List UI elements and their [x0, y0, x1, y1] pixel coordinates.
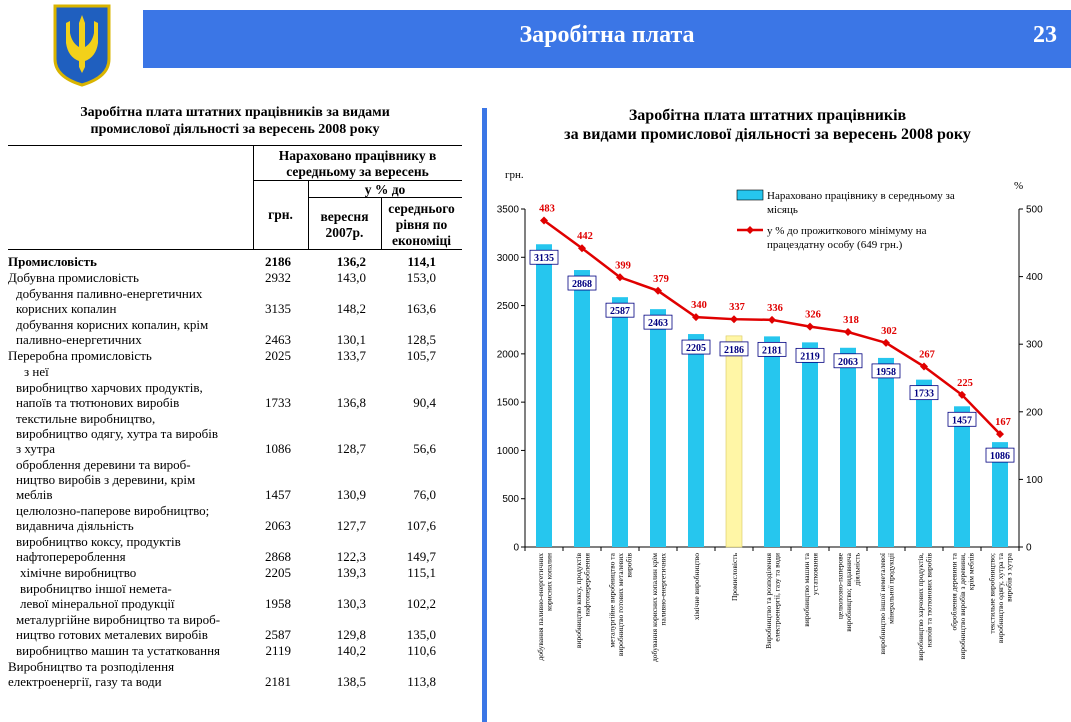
- x-category-label-line: виробництво іншої неметалевої: [877, 553, 887, 655]
- head-sep-line: вересня: [320, 209, 369, 224]
- cell-avg: 105,7: [406, 348, 436, 363]
- x-category-label-line: діяльність: [852, 553, 862, 586]
- row-label-line: Промисловість: [8, 254, 97, 269]
- x-category-label: [608, 552, 634, 656]
- x-category-label-line: виробів: [624, 553, 634, 578]
- row-label-line: корисних копалин: [16, 301, 117, 316]
- legend-bar-label: місяць: [767, 204, 798, 216]
- row-label-line: виробництво машин та устатковання: [16, 643, 221, 658]
- table-row: [8, 533, 462, 564]
- x-category-label-line: целюлозно-паперове: [835, 553, 845, 620]
- row-label: [8, 348, 253, 363]
- x-category-label-line: крім меблів: [966, 553, 976, 591]
- x-category-label: [730, 552, 739, 601]
- cell-sep2007: 138,5: [336, 674, 366, 689]
- cell-avg: 113,8: [407, 674, 436, 689]
- cell-uah: 2186: [265, 254, 291, 269]
- line-point: [730, 315, 738, 323]
- x-category-label-line: добування паливно-енергетичних: [535, 553, 545, 661]
- table-row: [8, 363, 462, 379]
- cell-uah: 2205: [265, 565, 291, 580]
- row-label: [8, 457, 253, 502]
- row-label-line: целюлозно-паперове виробництво;: [16, 503, 210, 518]
- table-row: [8, 658, 462, 689]
- bar-data-label: 2186: [724, 344, 744, 356]
- line-data-label: 225: [957, 377, 973, 389]
- cell-uah: 1457: [265, 487, 291, 502]
- y-tick-label-right: 0: [1026, 542, 1032, 554]
- line-point: [806, 323, 814, 331]
- y-tick-label-right: 400: [1026, 272, 1043, 284]
- head-avg-line: середнього: [388, 201, 455, 216]
- bar: [802, 342, 818, 547]
- head-accrued-line: Нараховано працівнику в: [278, 148, 437, 163]
- y-axis-label-right: %: [1014, 180, 1024, 192]
- x-category-label: [574, 552, 592, 648]
- x-category-label-line: виробництво коксу, продуктів: [573, 553, 583, 649]
- table-row: [8, 285, 462, 316]
- line-point: [844, 328, 852, 336]
- cell-uah: 2932: [265, 270, 291, 285]
- y-tick-label-left: 3500: [496, 204, 519, 216]
- cell-uah: 3135: [265, 301, 291, 316]
- cell-uah: 1733: [265, 395, 291, 410]
- y-tick-label-left: 3000: [496, 252, 519, 264]
- y-tick-label-right: 300: [1026, 339, 1043, 351]
- bar: [574, 270, 590, 547]
- x-category-label-line: устатковання: [810, 553, 820, 596]
- bar: [840, 348, 856, 547]
- chart-title-line: Заробітна плата штатних працівників: [628, 107, 907, 124]
- x-category-label-line: виробництво виробів з деревини,: [958, 553, 967, 660]
- head-avg-line: економіці: [391, 233, 452, 248]
- bar-data-label: 2063: [838, 356, 858, 368]
- line-data-label: 337: [729, 302, 745, 314]
- chart-title-line: за видами промислової діяльності за вересень 2008 року: [564, 126, 971, 143]
- x-category-label-line: корисних копалин: [544, 553, 554, 611]
- cell-avg: 128,5: [406, 332, 436, 347]
- table-row: [8, 642, 462, 658]
- row-label-line: видавнича діяльність: [16, 518, 134, 533]
- line-data-label: 267: [919, 349, 935, 361]
- table-row: [8, 580, 462, 611]
- x-category-label-line: електроенергії, газу та води: [772, 553, 782, 642]
- bar-data-label: 2205: [686, 343, 706, 355]
- cell-avg: 102,2: [406, 596, 436, 611]
- cell-uah: 2181: [265, 674, 291, 689]
- row-label: [8, 659, 253, 689]
- x-category-label: [764, 552, 782, 648]
- y-tick-label-left: 1500: [496, 397, 519, 409]
- x-category-label-line: виробів з хутра: [1004, 553, 1014, 602]
- x-category-label-line: виробництво; видавнича: [844, 553, 853, 632]
- row-label-line: хімічне виробництво: [20, 565, 137, 580]
- bar: [916, 380, 932, 547]
- row-label: [8, 380, 253, 410]
- table-row: [8, 611, 462, 642]
- cell-avg: 76,0: [413, 487, 436, 502]
- table-row: [8, 456, 462, 502]
- header-banner: [143, 10, 1071, 68]
- legend-bar-swatch: [737, 190, 763, 200]
- cell-avg: 135,0: [406, 627, 436, 642]
- cell-uah: 2868: [265, 549, 291, 564]
- y-tick-label-left: 1000: [496, 445, 519, 457]
- x-category-label-line: виробництво харчових продуктів,: [915, 553, 925, 661]
- row-label: [8, 364, 253, 379]
- legend-line-marker: [746, 226, 754, 234]
- row-label: [8, 254, 253, 269]
- table-row: [8, 502, 462, 533]
- row-label-line: добування паливно-енергетичних: [16, 286, 203, 301]
- row-label-line: левої мінеральної продукції: [20, 596, 175, 611]
- coat-of-arms-icon: [52, 3, 112, 87]
- bar-data-label: 2119: [800, 351, 820, 363]
- y-tick-label-left: 2500: [496, 301, 519, 313]
- x-category-label-line: металургійне виробництво та: [607, 553, 617, 648]
- row-label: [8, 286, 253, 316]
- bar: [726, 336, 742, 547]
- head-accrued-line: середньому за вересень: [286, 164, 429, 179]
- y-tick-label-left: 0: [513, 542, 519, 554]
- table-row: [8, 347, 462, 363]
- x-category-label-line: хімічне виробництво: [692, 553, 701, 621]
- row-label-line: виробництво коксу, продуктів: [16, 534, 181, 549]
- y-tick-label-left: 500: [502, 494, 519, 506]
- row-label-line: Переробна промисловість: [8, 348, 152, 363]
- row-label: [8, 534, 253, 564]
- bar: [650, 309, 666, 547]
- bar: [612, 297, 628, 547]
- x-category-label-line: текстильне виробництво;: [987, 553, 997, 634]
- cell-sep2007: 128,7: [336, 441, 366, 456]
- cell-uah: 1958: [265, 596, 291, 611]
- row-label-line: добування корисних копалин, крім: [16, 317, 209, 332]
- line-data-label: 336: [767, 302, 783, 314]
- x-category-label-line: паливно-енергетичних: [658, 553, 668, 626]
- row-label-line: виробництво одягу, хутра та виробів: [16, 426, 218, 441]
- head-avg-line: рівня по: [395, 217, 448, 232]
- y-tick-label-right: 200: [1026, 407, 1043, 419]
- bar: [764, 336, 780, 547]
- row-label-line: меблів: [16, 487, 53, 502]
- head-uah: грн.: [268, 207, 293, 222]
- cell-avg: 149,7: [406, 549, 436, 564]
- row-label-line: з неї: [24, 364, 49, 379]
- x-category-label: [916, 553, 934, 661]
- table-title-line: промислової діяльності за вересень 2008 року: [90, 122, 380, 137]
- bar-data-label: 1457: [952, 415, 972, 427]
- x-category-label-line: добування корисних копалин крім: [649, 553, 659, 663]
- row-label-line: ництво готових металевих виробів: [16, 627, 208, 642]
- cell-sep2007: 130,1: [336, 332, 366, 347]
- row-label: [8, 643, 253, 658]
- cell-avg: 90,4: [413, 395, 436, 410]
- y-tick-label-left: 2000: [496, 349, 519, 361]
- line-data-label: 302: [881, 325, 897, 337]
- x-category-label-line: виробництво машин та: [801, 553, 811, 627]
- bar-data-label: 2463: [648, 318, 668, 330]
- cell-avg: 56,6: [413, 441, 436, 456]
- cell-sep2007: 122,3: [336, 549, 366, 564]
- x-category-label-line: виробництво готових металевих: [616, 553, 625, 657]
- row-label-line: виробництво харчових продуктів,: [16, 380, 203, 395]
- cell-avg: 107,6: [406, 518, 436, 533]
- cell-sep2007: 130,9: [336, 487, 366, 502]
- table-title-line: Заробітна плата штатних працівників за видами: [80, 105, 390, 120]
- cell-sep2007: 130,3: [336, 596, 366, 611]
- cell-uah: 2587: [265, 627, 291, 642]
- cell-sep2007: 139,3: [336, 565, 366, 580]
- bar: [688, 334, 704, 547]
- table-row: [8, 410, 462, 456]
- x-category-label-line: Виробництво та розподілення: [763, 553, 773, 649]
- cell-sep2007: 129,8: [336, 627, 366, 642]
- bar: [878, 358, 894, 547]
- x-category-label-line: напоїв та тютюнових виробів: [924, 553, 934, 648]
- cell-sep2007: 148,2: [336, 301, 366, 316]
- row-label: [8, 612, 253, 642]
- legend-line-label: у % до прожиткового мінімуму на: [767, 225, 927, 237]
- row-label-line: з хутра: [16, 441, 55, 456]
- table-row: [8, 379, 462, 410]
- row-label-line: напоїв та тютюнових виробів: [16, 395, 180, 410]
- line-data-label: 399: [615, 260, 631, 272]
- cell-uah: 2463: [265, 332, 291, 347]
- x-category-label: [650, 553, 668, 662]
- page-number: 23: [1033, 22, 1057, 48]
- row-label-line: Добувна промисловість: [8, 270, 139, 285]
- cell-sep2007: 136,8: [336, 395, 366, 410]
- cell-avg: 163,6: [406, 301, 436, 316]
- row-label: [8, 503, 253, 533]
- head-sep-2007: [308, 209, 381, 241]
- x-category-label: [988, 552, 1014, 643]
- row-label-line: виробництво іншої немета-: [20, 581, 172, 596]
- row-label-line: оброблення деревини та вироб-: [16, 457, 191, 472]
- cell-sep2007: 133,7: [336, 348, 366, 363]
- cell-avg: 114,1: [407, 254, 436, 269]
- bar-data-label: 2587: [610, 306, 630, 318]
- row-label-line: металургійне виробництво та вироб-: [16, 612, 221, 627]
- line-data-label: 379: [653, 273, 669, 285]
- legend-line-label: працездатну особу (649 грн.): [767, 239, 903, 251]
- line-data-label: 326: [805, 309, 821, 321]
- bar-data-label: 2181: [762, 345, 782, 357]
- bar-data-label: 1958: [876, 366, 896, 378]
- legend-bar-label: Нараховано працівнику в середньому за: [767, 190, 955, 202]
- row-label-line: Виробництво та розподілення: [8, 659, 175, 674]
- bar-data-label: 2868: [572, 279, 592, 291]
- x-category-label: [836, 552, 862, 631]
- x-category-label-line: оброблення деревини та: [949, 553, 959, 631]
- x-category-label-line: мінеральної продукції: [886, 553, 896, 624]
- cell-uah: 2119: [265, 643, 291, 658]
- cell-sep2007: 136,2: [336, 254, 366, 269]
- table-row: [8, 564, 462, 580]
- line-data-label: 167: [995, 417, 1011, 429]
- line-point: [768, 316, 776, 324]
- y-tick-label-right: 500: [1026, 204, 1043, 216]
- x-category-label-line: нафтоперероблення: [582, 553, 592, 617]
- row-label-line: паливно-енергетичних: [16, 332, 142, 347]
- salary-chart: [487, 160, 1071, 722]
- cell-uah: 1086: [265, 441, 291, 456]
- cell-sep2007: 127,7: [336, 518, 366, 533]
- row-label: [8, 411, 253, 456]
- bar-data-label: 3135: [534, 253, 554, 265]
- cell-uah: 2025: [265, 348, 291, 363]
- y-tick-label-right: 100: [1026, 474, 1043, 486]
- head-accrued: [253, 148, 462, 180]
- row-label-line: ництво виробів з деревини, крім: [16, 472, 196, 487]
- line-data-label: 318: [843, 315, 859, 327]
- row-label: [8, 565, 253, 580]
- table-row: [8, 253, 462, 269]
- row-label: [8, 317, 253, 347]
- row-label-line: електроенергії, газу та води: [8, 674, 162, 689]
- page-title: Заробітна плата: [519, 22, 695, 48]
- head-pct-group: у % до: [364, 182, 406, 197]
- x-category-label: [536, 553, 554, 661]
- line-data-label: 340: [691, 300, 707, 312]
- table-row: [8, 269, 462, 285]
- row-label-line: нафтоперероблення: [16, 549, 126, 564]
- cell-sep2007: 140,2: [336, 643, 366, 658]
- chart-title: [500, 106, 1035, 144]
- x-category-label: [802, 552, 820, 626]
- row-label: [8, 270, 253, 285]
- x-category-label-line: виробництво одягу, хутра та: [996, 553, 1005, 644]
- x-category-label: [950, 552, 976, 659]
- cell-sep2007: 143,0: [336, 270, 366, 285]
- cell-avg: 153,0: [406, 270, 436, 285]
- head-avg-economy: [381, 201, 462, 249]
- cell-avg: 110,6: [407, 643, 436, 658]
- bar: [536, 244, 552, 547]
- head-sep-line: 2007р.: [325, 225, 364, 240]
- x-category-label: [692, 553, 701, 620]
- table-row: [8, 316, 462, 347]
- bar: [954, 406, 970, 547]
- cell-avg: 115,1: [407, 565, 436, 580]
- table-title: [20, 104, 450, 138]
- x-category-label-line: Промисловість: [730, 553, 739, 602]
- line-data-label: 442: [577, 231, 593, 243]
- bar-data-label: 1086: [990, 451, 1010, 463]
- x-category-label: [878, 552, 896, 654]
- row-label: [8, 581, 253, 611]
- bar-data-label: 1733: [914, 388, 934, 400]
- row-label-line: текстильне виробництво,: [16, 411, 156, 426]
- cell-uah: 2063: [265, 518, 291, 533]
- y-axis-label-left: грн.: [505, 169, 524, 181]
- line-data-label: 483: [539, 203, 555, 215]
